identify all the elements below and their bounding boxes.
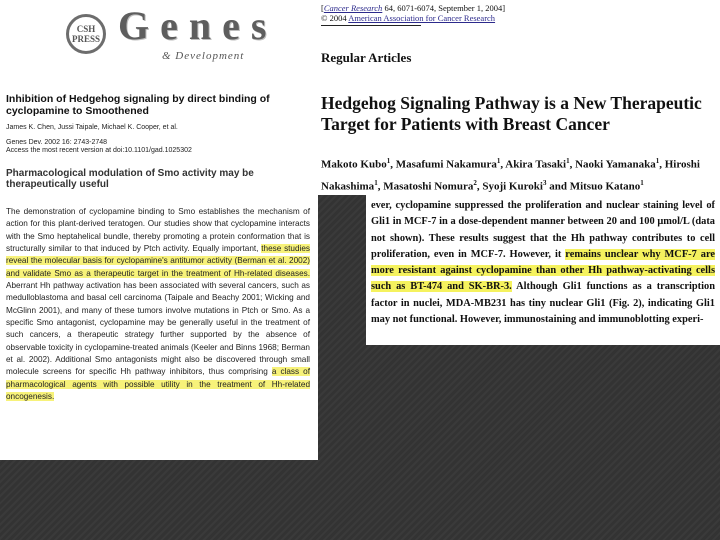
author-name: Makoto Kubo xyxy=(321,158,387,171)
affiliation-marker: 1 xyxy=(386,157,391,165)
author-name: Hiroshi Nakashima xyxy=(321,158,700,193)
aacr-link[interactable]: American Association for Cancer Research xyxy=(348,13,496,23)
author-separator: , xyxy=(500,158,506,171)
affiliation-marker: 3 xyxy=(542,178,547,187)
author-separator: , xyxy=(476,180,483,193)
excerpt-body xyxy=(366,195,720,328)
author-name: Akira Tasaki xyxy=(505,158,567,171)
affiliation-marker: 1 xyxy=(640,178,644,187)
section-heading: Pharmacological modulation of Smo activity may be therapeutically useful xyxy=(6,168,254,190)
affiliation-marker: 1 xyxy=(496,157,501,165)
affiliation-marker: 1 xyxy=(655,157,660,165)
highlighted-text: remains unclear why MCF-7 are more resistant against cyclopamine than other Hh pathway-activating cells such as BT-474 and SK-BR-3. xyxy=(371,248,716,293)
citation-line: Genes Dev. 2002 16: 2743-2748 xyxy=(6,139,108,146)
highlighted-text: a class of pharmacological agents with possible utility in the treatment of Hh-related oncogenesis. xyxy=(6,367,311,402)
section-label: Regular Articles xyxy=(321,50,412,65)
doi-line: Access the most recent version at doi:10.1101/gad.1025302 xyxy=(6,147,192,154)
affiliation-marker: 2 xyxy=(473,178,477,187)
left-article-citation xyxy=(6,139,192,155)
body-text: ever, cyclopamine suppressed the proliferation and nuclear staining level of Gli1 in MCF-7 in a dose-dependent manner between 20 and 100 μmol/L (data not shown). These results suggest that the Hh pathway contributes to cell proliferation, even in MCF-7. However, it xyxy=(371,200,715,260)
author-separator: , xyxy=(390,158,396,171)
citation-line: [Cancer Research 64, 6071-6074, September 1, 2004] xyxy=(321,3,506,13)
author-separator: , xyxy=(377,180,384,193)
left-article-panel xyxy=(0,0,318,460)
left-article-title: Inhibition of Hedgehog signaling by direct binding of cyclopamine to Smoothened xyxy=(6,93,270,117)
author-name: Masafumi Nakamura xyxy=(395,158,497,171)
cshl-press-logo xyxy=(66,14,106,54)
divider xyxy=(321,25,421,26)
highlighted-text: these studies reveal the molecular basis for cyclopamine's antitumor activity (Berman et al. 2002) and validate Smo as a therapeutic target in the treatment of Hh-related diseases. xyxy=(6,244,311,278)
author-name: Masatoshi Nomura xyxy=(383,180,474,193)
left-article-authors: James K. Chen, Jussi Taipale, Michael K. Cooper, et al. xyxy=(6,124,178,131)
logo-text: CSH PRESS xyxy=(71,24,100,44)
body-text: The demonstration of cyclopamine binding to Smo establishes the mechanism of action for this plant-derived teratogen. Our studies show that cyclopamine interacts with the Smo heptahelical bundle, thereby promoting a protein conformation that is structurally similar to that induced by Ptch activity. Equally important, xyxy=(6,207,310,254)
citation-details: 64, 6071-6074, September 1, 2004] xyxy=(382,3,506,13)
copyright-line xyxy=(321,13,505,23)
journal-citation xyxy=(321,3,505,23)
copyright-prefix: © 2004 xyxy=(321,13,349,23)
affiliation-marker: 1 xyxy=(374,178,378,187)
author-separator: and xyxy=(546,180,570,193)
excerpt-panel xyxy=(366,195,720,345)
journal-name: Genes xyxy=(118,3,278,48)
article-title: Hedgehog Signaling Pathway is a New Therapeutic Target for Patients with Breast Cancer xyxy=(321,93,702,134)
body-text: Aberrant Hh pathway activation has been associated with several cancers, such as medulloblastoma and basal cell carcinoma (Taipale and Beachy 2001; Wicking and McGlinn 2001), and many of these tumors involve mutations in Ptch or Smo. As a specific Smo antagonist, cyclopamine may be generally useful in the treatment of such cancers, a therapeutic strategy further supported by the absence of observable toxicity in cyclopamine-treated animals (Keeler and Binns 1968; Berman et al. 2002). Additional Smo antagonists might also be discovered through small molecule screens for specific Hh pathway inhibitors, thus comprising xyxy=(6,281,310,377)
affiliation-marker: 1 xyxy=(566,157,570,165)
author-separator: , xyxy=(569,158,576,171)
left-article-body xyxy=(6,206,310,456)
author-separator: , xyxy=(659,158,665,171)
author-name: Mitsuo Katano xyxy=(569,180,641,193)
right-article-panel xyxy=(318,0,720,195)
author-name: Syoji Kuroki xyxy=(482,180,543,193)
author-list xyxy=(321,152,719,195)
journal-subtitle: & Development xyxy=(162,50,245,62)
body-text: Although Gli1 functions as a transcription factor in nuclei, MDA-MB231 has tiny nuclear Gli1 (Fig. 2), indicating Gli1 may not functional. However, immunostaining and immunoblotting experi- xyxy=(371,281,716,326)
author-name: Naoki Yamanaka xyxy=(575,158,656,171)
journal-link[interactable]: Cancer Research xyxy=(323,3,383,13)
